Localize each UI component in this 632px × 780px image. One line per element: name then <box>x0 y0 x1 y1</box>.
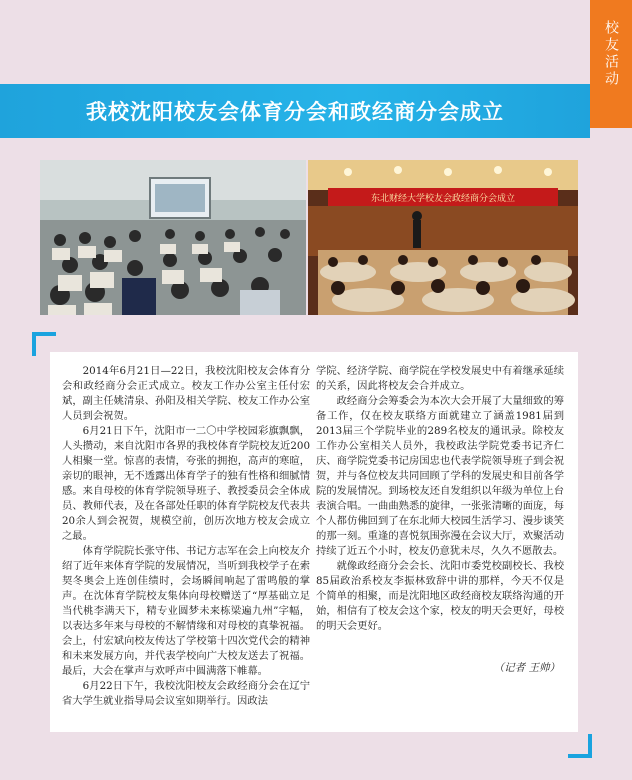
paragraph: 就像政经商分会会长、沈阳市委党校副校长、我校85届政治系校友李振林致辞中讲的那样，今天不仅是个简单的相聚，而是沈阳地区政经商校友联络沟通的开始，相信有了校友会这个家，校友的明天会更好，母校的明天会更好。 <box>316 560 564 632</box>
paragraph: 6月22日下午，我校沈阳校友会政经商分会在辽宁省大学生就业指导局会议室如期举行。因政法 <box>62 680 310 707</box>
corner-bracket-bottom-right <box>568 734 592 758</box>
photo-business-branch-image <box>308 160 578 315</box>
paragraph: 6月21日下午，沈阳市一二〇中学校园彩旗飘飘，人头攒动，来自沈阳市各界的我校体育学院校友近200人相聚一堂。惊喜的表情，夸张的拥抱，高声的寒暄，亲切的眼神，无不透露出体育学子的独有性格和细腻情感。来自母校的体育学院领导班子、教授委员会全体成员、教师代表，及在各部处任职的体育学院校友代表共20余人到会祝贺，规模空前，创历次地方校友会成立之最。 <box>62 425 310 542</box>
photo-sports-branch-image <box>40 160 306 315</box>
article-column-left <box>62 364 310 709</box>
section-tag <box>590 0 632 128</box>
banner-text: 东北财经大学校友会政经商分会成立 <box>370 194 516 204</box>
headline-band <box>0 84 590 138</box>
section-tag-label: 校友活动 <box>603 20 619 88</box>
paragraph: 2014年6月21日—22日，我校沈阳校友会体育分会和政经商分会正式成立。校友工作办公室主任付宏斌，副主任姚清泉、孙阳及相关学院、校友工作办公室人员到会祝贺。 <box>62 365 310 422</box>
paragraph-continuation: 学院、经济学院、商学院在学校发展史中有着继承延续的关系，因此将校友会合并成立。 <box>316 365 564 392</box>
reporter-byline: （记者 王帅） <box>493 662 560 674</box>
paragraph: 政经商分会筹委会为本次大会开展了大量细致的筹备工作，仅在校友联络方面就建立了涵盖1981届到2013届三个学院毕业的289名校友的通讯录。除校友工作办公室相关人员外，我校政法学院党委书记齐仁庆、商学院党委书记房国忠也代表学院领导班子到会祝贺，并与各位校友共同回顾了学科的发展史和目前各学院的发展情况。到场校友还自发组织以年级为单位上台表演合唱。一曲曲熟悉的旋律，一张张清晰的面庞，每个人都仿佛回到了在东北师大校园生活学习、漫步谈笑的那一刻。重逢的喜悦氛围弥漫在会议大厅，欢聚活动持续了近五个小时，校友仍意犹未尽，久久不愿散去。 <box>316 395 564 557</box>
paragraph: 体育学院院长张守伟、书记方志军在会上向校友介绍了近年来体育学院的发展情况，当听到我校学子在索契冬奥会上连创佳绩时，会场瞬间响起了雷鸣般的掌声。在沈体育学院校友集体向母校赠送了“厚基础立足当代桃李满天下，精专业圆梦未来栋梁遍九州”字幅，以表达多年来与母校的不解情缘和对母校的真挚祝福。会上，付宏斌向校友传达了学校第十四次党代会的精神和未来发展方向，并代表学校向广大校友送去了祝福。最后，大会在掌声与欢呼声中圆满落下帷幕。 <box>62 545 310 677</box>
article-panel <box>50 352 578 732</box>
article-column-right <box>316 364 564 634</box>
photo-business-branch <box>308 160 578 315</box>
page-title: 我校沈阳校友会体育分会和政经商分会成立 <box>86 99 504 124</box>
photo-sports-branch <box>40 160 306 315</box>
